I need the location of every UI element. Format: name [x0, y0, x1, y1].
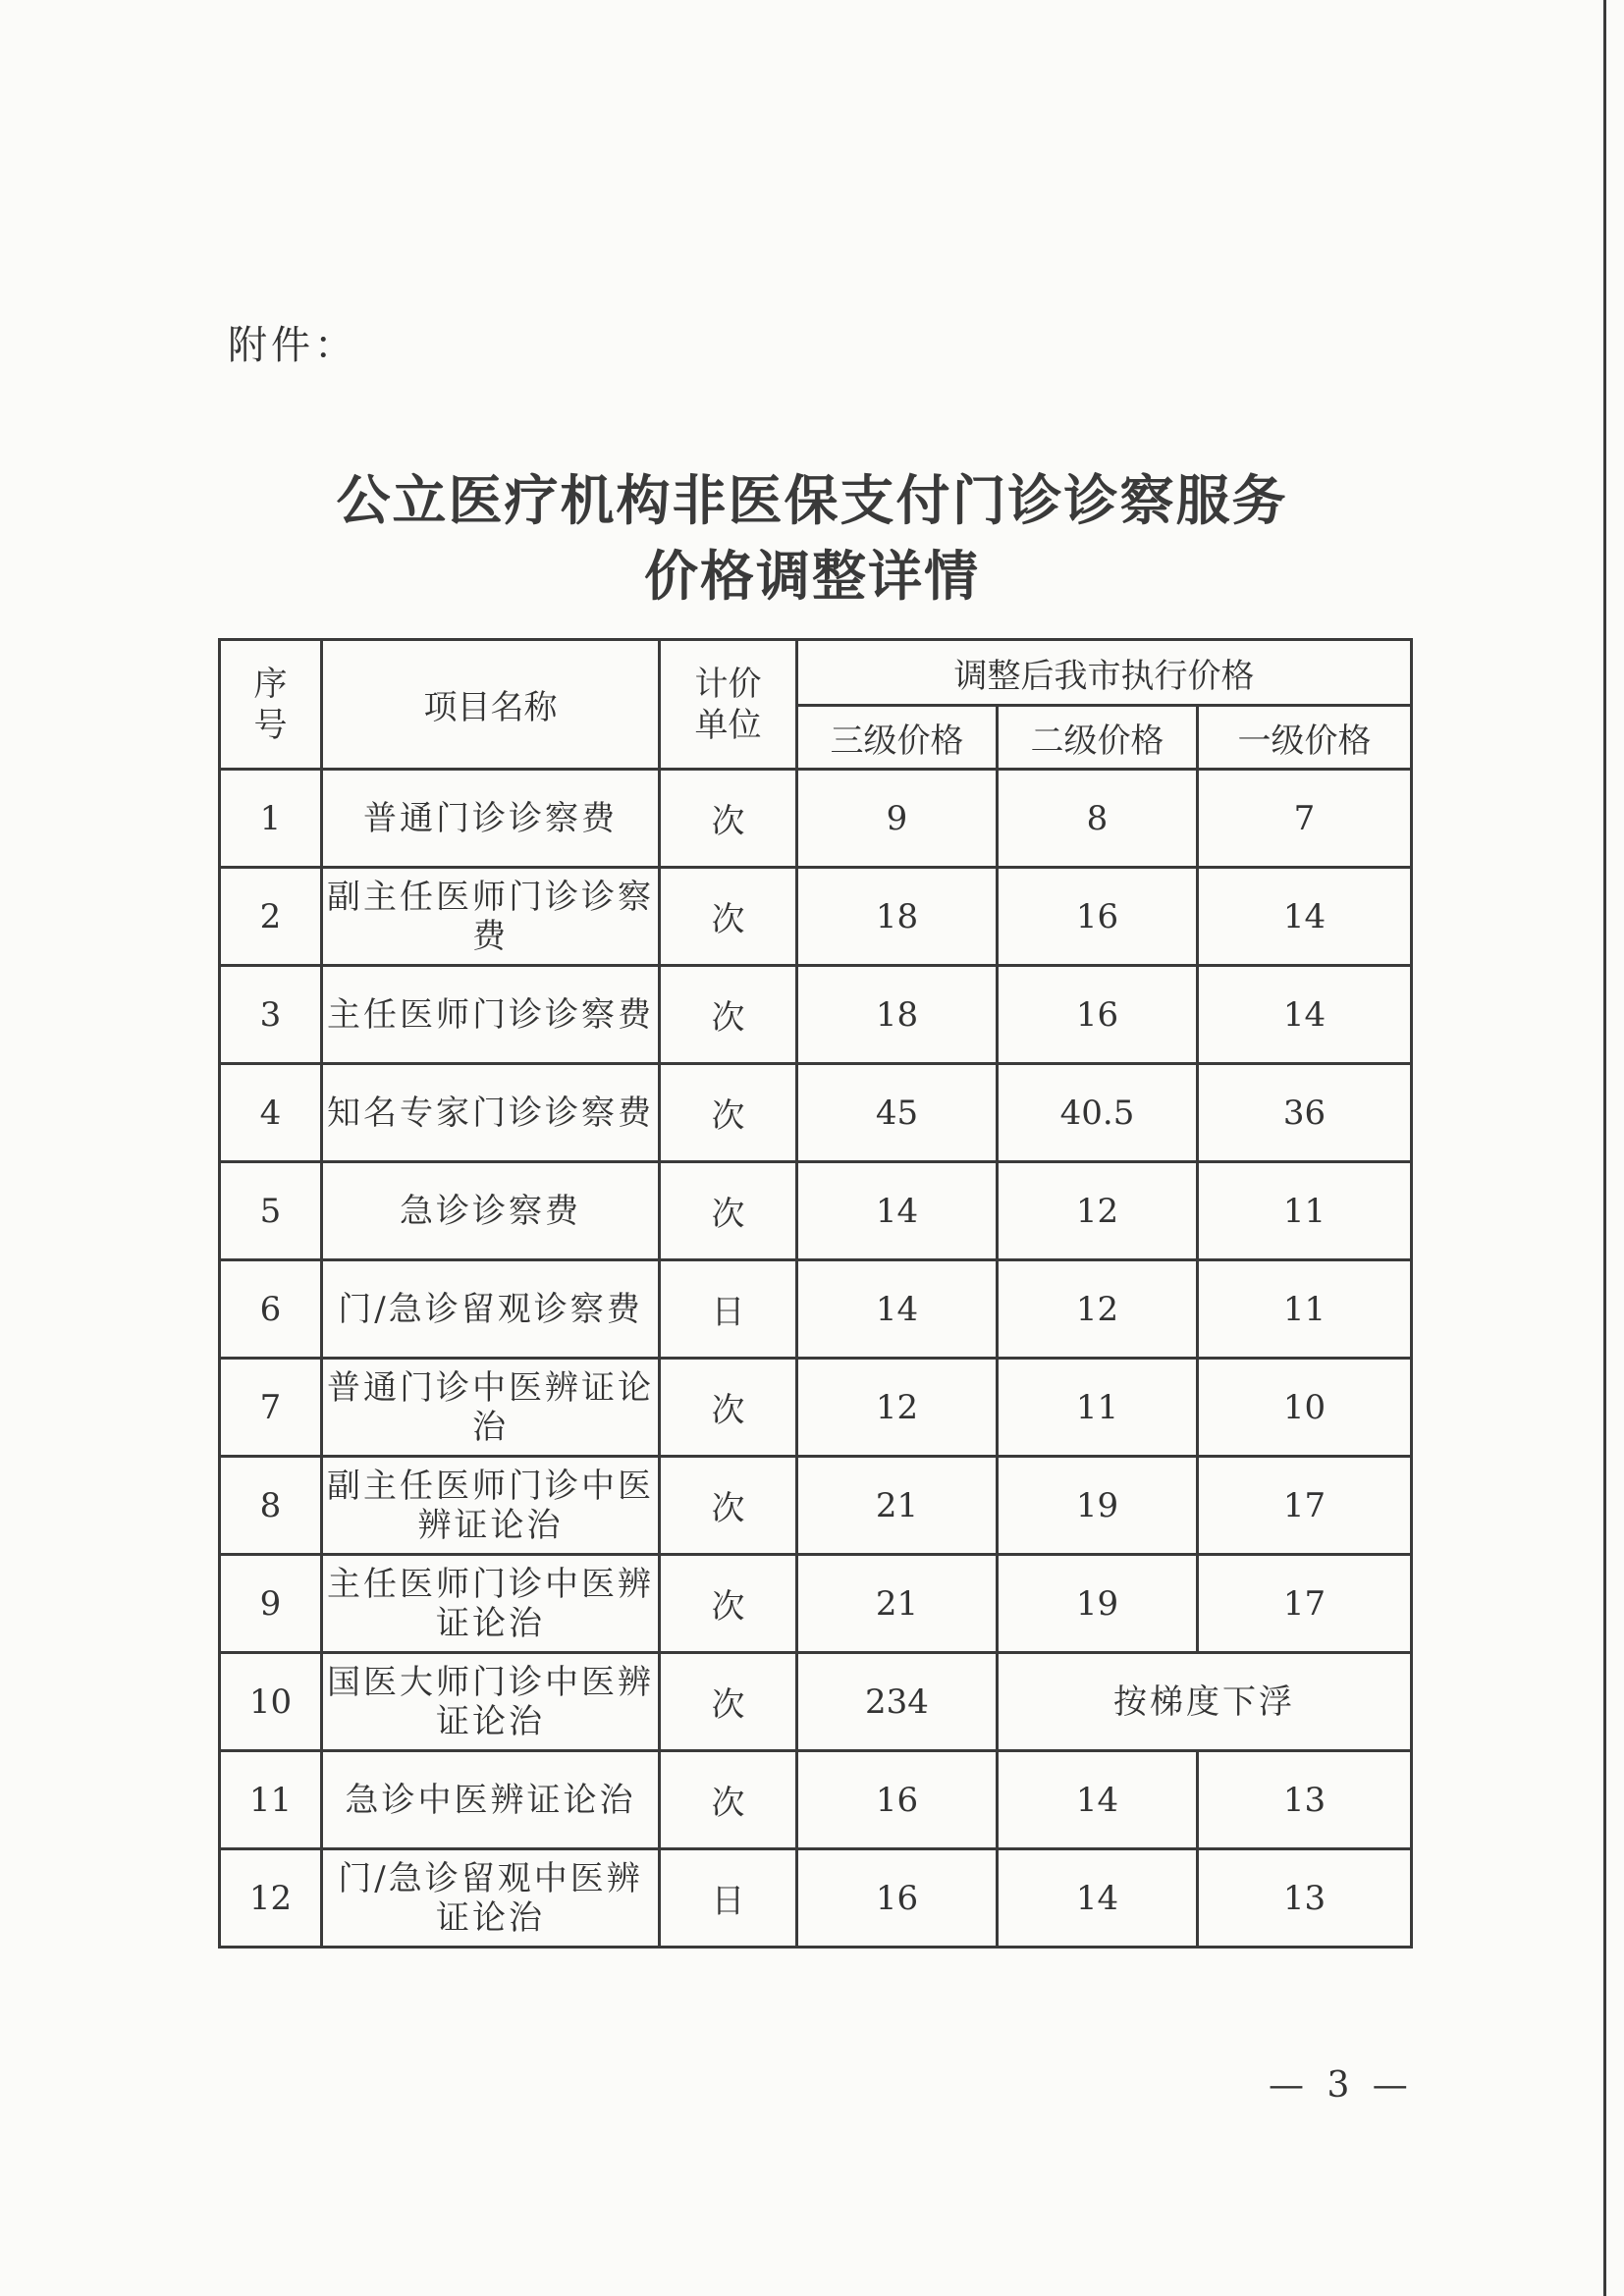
row-level2-price: 14	[998, 1751, 1198, 1849]
row-unit: 次	[660, 1162, 797, 1260]
row-seq: 7	[220, 1359, 322, 1457]
table-row	[220, 1260, 1412, 1359]
row-unit: 次	[660, 770, 797, 868]
row-unit: 次	[660, 868, 797, 966]
row-level3-price: 12	[797, 1359, 998, 1457]
row-seq: 2	[220, 868, 322, 966]
row-level2-price: 12	[998, 1260, 1198, 1359]
document-title-line2: 价格调整详情	[643, 544, 980, 608]
row-item-name: 门/急诊留观诊察费	[322, 1260, 660, 1359]
row-level3-price: 21	[797, 1457, 998, 1555]
row-item-name: 副主任医师门诊中医辨证论治	[322, 1457, 660, 1555]
row-level1-price: 17	[1198, 1457, 1412, 1555]
row-level2-price: 19	[998, 1457, 1198, 1555]
table-row	[220, 966, 1412, 1064]
row-level2-price: 19	[998, 1555, 1198, 1653]
row-level1-price: 11	[1198, 1162, 1412, 1260]
row-item-name: 知名专家门诊诊察费	[322, 1064, 660, 1162]
header-seq: 序号	[220, 640, 322, 770]
row-level3-price: 14	[797, 1260, 998, 1359]
row-level2-price: 12	[998, 1162, 1198, 1260]
row-level3-price: 9	[797, 770, 998, 868]
row-seq: 8	[220, 1457, 322, 1555]
row-seq: 4	[220, 1064, 322, 1162]
page-edge-line	[1603, 0, 1606, 2296]
price-table	[218, 638, 1413, 1949]
table-row	[220, 1359, 1412, 1457]
row-level1-price: 13	[1198, 1849, 1412, 1948]
row-level2-price: 16	[998, 966, 1198, 1064]
row-unit: 次	[660, 1359, 797, 1457]
row-level3-price: 18	[797, 966, 998, 1064]
header-name: 项目名称	[322, 640, 660, 770]
row-seq: 10	[220, 1653, 322, 1751]
attachment-label: 附件：	[228, 323, 357, 368]
row-unit: 次	[660, 1555, 797, 1653]
row-level2-price: 14	[998, 1849, 1198, 1948]
row-level1-price: 10	[1198, 1359, 1412, 1457]
table-body	[220, 770, 1412, 1948]
table-row	[220, 1457, 1412, 1555]
page-number: — 3 —	[1269, 2065, 1414, 2106]
row-level3-price: 16	[797, 1849, 998, 1948]
row-level1-price: 7	[1198, 770, 1412, 868]
row-item-name: 门/急诊留观中医辨证论治	[322, 1849, 660, 1948]
row-unit: 次	[660, 1653, 797, 1751]
row-level1-price: 36	[1198, 1064, 1412, 1162]
header-level3-price: 三级价格	[797, 706, 998, 770]
row-level3-price: 45	[797, 1064, 998, 1162]
row-level3-price: 234	[797, 1653, 998, 1751]
row-item-name: 副主任医师门诊诊察费	[322, 868, 660, 966]
row-unit: 日	[660, 1260, 797, 1359]
row-level1-price: 17	[1198, 1555, 1412, 1653]
table-row	[220, 1162, 1412, 1260]
table-row	[220, 770, 1412, 868]
row-seq: 3	[220, 966, 322, 1064]
row-level1-price: 14	[1198, 966, 1412, 1064]
row-level2-price: 40.5	[998, 1064, 1198, 1162]
row-unit: 日	[660, 1849, 797, 1948]
row-level2-price: 11	[998, 1359, 1198, 1457]
table-row	[220, 1849, 1412, 1948]
table-row	[220, 1555, 1412, 1653]
row-item-name: 主任医师门诊中医辨证论治	[322, 1555, 660, 1653]
row-item-name: 急诊中医辨证论治	[322, 1751, 660, 1849]
header-unit: 计价单位	[660, 640, 797, 770]
row-level3-price: 18	[797, 868, 998, 966]
row-seq: 6	[220, 1260, 322, 1359]
row-item-name: 急诊诊察费	[322, 1162, 660, 1260]
row-level2-price: 16	[998, 868, 1198, 966]
row-seq: 11	[220, 1751, 322, 1849]
row-merged-price-note: 按梯度下浮	[998, 1653, 1412, 1751]
row-seq: 1	[220, 770, 322, 868]
row-level1-price: 11	[1198, 1260, 1412, 1359]
row-item-name: 普通门诊诊察费	[322, 770, 660, 868]
table-row	[220, 1653, 1412, 1751]
table-row	[220, 1064, 1412, 1162]
row-unit: 次	[660, 1064, 797, 1162]
row-item-name: 普通门诊中医辨证论治	[322, 1359, 660, 1457]
row-level3-price: 21	[797, 1555, 998, 1653]
table-row	[220, 1751, 1412, 1849]
row-seq: 5	[220, 1162, 322, 1260]
row-level1-price: 13	[1198, 1751, 1412, 1849]
row-unit: 次	[660, 966, 797, 1064]
row-item-name: 主任医师门诊诊察费	[322, 966, 660, 1064]
row-unit: 次	[660, 1457, 797, 1555]
row-level3-price: 16	[797, 1751, 998, 1849]
row-seq: 9	[220, 1555, 322, 1653]
header-price-group: 调整后我市执行价格	[797, 640, 1412, 706]
row-item-name: 国医大师门诊中医辨证论治	[322, 1653, 660, 1751]
header-level1-price: 一级价格	[1198, 706, 1412, 770]
row-level3-price: 14	[797, 1162, 998, 1260]
row-level1-price: 14	[1198, 868, 1412, 966]
row-level2-price: 8	[998, 770, 1198, 868]
table-row	[220, 868, 1412, 966]
row-seq: 12	[220, 1849, 322, 1948]
document-title-line1: 公立医疗机构非医保支付门诊诊察服务	[336, 468, 1288, 532]
header-level2-price: 二级价格	[998, 706, 1198, 770]
row-unit: 次	[660, 1751, 797, 1849]
